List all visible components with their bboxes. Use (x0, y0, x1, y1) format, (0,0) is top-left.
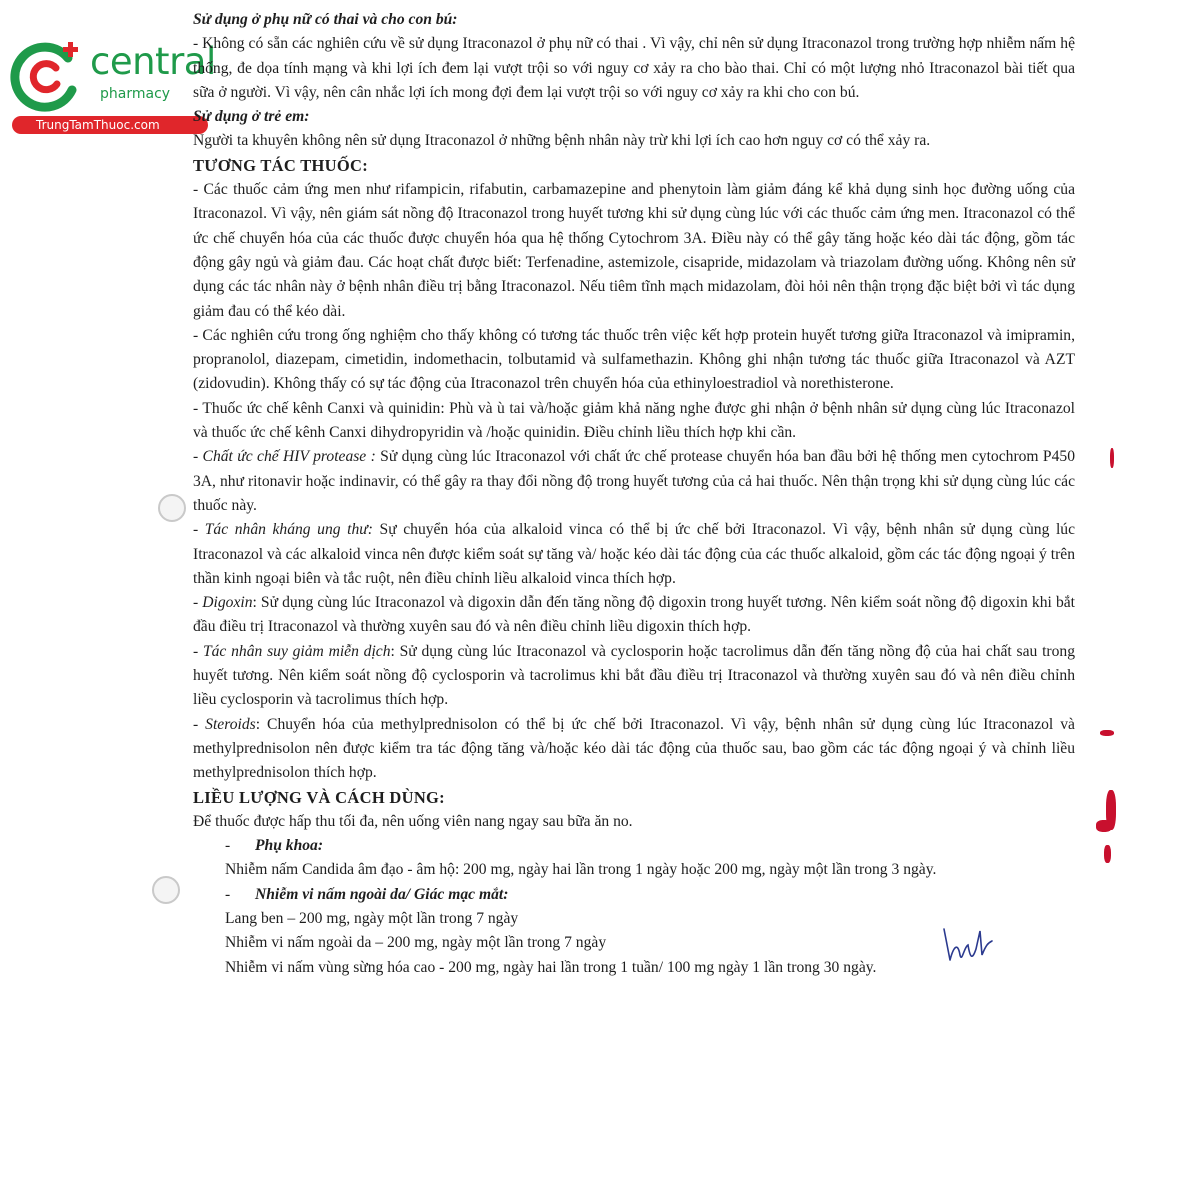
skin-line: Nhiễm vi nấm ngoài da – 200 mg, ngày một lần trong 7 ngày (225, 934, 607, 952)
punch-hole (152, 876, 180, 904)
children-heading: Sử dụng ở trẻ em: (193, 108, 310, 126)
pregnancy-paragraph: - Không có sẵn các nghiên cứu về sử dụng Itraconazol ở phụ nữ có thai . Vì vậy, chỉ nên sử dụng Itraconazol trong trường hợp nhiễm nấm hệ thống, đe dọa tính mạng và khi lợi ích đem lại vượt trội so với nguy cơ xảy ra cho bào thai. Chỉ có một lượng nhỏ Itraconazol bài tiết qua sữa ở người. Vì vậy, nên cân nhắc lợi ích mong đợi đem lại vượt trội so với nguy cơ xảy ra khi cho con bú. (193, 35, 1075, 101)
steroids-text: : Chuyển hóa của methylprednisolon có thể bị ức chế bởi Itraconazol. Vì vậy, bệnh nhân sử dụng cùng lúc Itraconazol và methylprednisolon nên được kiểm tra tác động tăng và/hoặc kéo dài tác động của thuốc sau, bao gồm các tác động ngoại ý và chỉnh liều methylprednisolon thích hợp. (193, 715, 1075, 782)
brand-logo (10, 38, 216, 138)
anticancer-paragraph (193, 518, 1075, 591)
immunosuppressant-text: : Sử dụng cùng lúc Itraconazol và cyclosporin hoặc tacrolimus dẫn đến tăng nồng độ của hai chất sau trong huyết tương. Nên kiểm soát nồng độ cyclosporin và tacrolimus khi bắt đầu điều trị Itraconazol và thường xuyên sau đó và nên điều chỉnh liều cyclosporin và tacrolimus thích hợp. (193, 642, 1075, 709)
gynecology-text: Nhiễm nấm Candida âm đạo - âm hộ: 200 mg, ngày hai lần trong 1 ngày hoặc 200 mg, ngày một lần trong 3 ngày. (225, 861, 937, 879)
red-stamp-mark (1096, 820, 1112, 832)
hiv-protease-paragraph (193, 445, 1075, 518)
digoxin-label: - Digoxin (193, 594, 253, 612)
interactions-paragraph-2: - Các nghiên cứu trong ống nghiệm cho thấy không có tương tác thuốc trên việc kết hợp protein huyết tương giữa Itraconazol và imipramin, propranolol, diazepam, cimetidin, indomethacin, tolbutamid và sulfamethazin. Không ghi nhận tương tác thuốc giữa Itraconazol và AZT (zidovudin). Không thấy có sự tác động của Itraconazol trên chuyển hóa của ethinyloestradiol và norethisterone. (193, 326, 1075, 393)
dash-bullet: - (225, 837, 231, 855)
logo-brand-name: central (90, 40, 216, 83)
skin-line: Nhiễm vi nấm vùng sừng hóa cao - 200 mg, ngày hai lần trong 1 tuần/ 100 mg ngày 1 lần trong 30 ngày. (225, 958, 877, 976)
interactions-heading: TƯƠNG TÁC THUỐC: (193, 155, 369, 175)
dosage-heading: LIỀU LƯỢNG VÀ CÁCH DÙNG: (193, 787, 445, 807)
steroids-paragraph (193, 713, 1075, 786)
interactions-paragraph-1: - Các thuốc cảm ứng men như rifampicin, rifabutin, carbamazepine and phenytoin làm giảm đáng kể khả dụng sinh học đường uống của Itraconazol. Vì vậy, nên giám sát nồng độ Itraconazol trong huyết tương khi sử dụng cùng lúc với các thuốc cảm ứng men. Itraconazol có thể ức chế chuyển hóa của các thuốc được chuyển hóa qua hệ thống Cytochrom 3A. Điều này có thể gây tăng hoặc kéo dài tác động, gồm tác động gây ngủ và giảm đau. Các hoạt chất được biết: Terfenadine, astemizole, cisapride, midazolam và triazolam đường uống. Không nên sử dụng các tác nhân này ở bệnh nhân điều trị bằng Itraconazol. Nếu tiêm tĩnh mạch midazolam, đòi hỏi nên thận trọng đặc biệt bởi vì tác dụng giảm đau có thể kéo dài. (193, 181, 1075, 320)
dash-bullet: - (225, 885, 231, 903)
gynecology-heading (193, 834, 1075, 858)
red-stamp-mark (1104, 845, 1111, 863)
children-paragraph: Người ta khuyên không nên sử dụng Itraconazol ở những bệnh nhân này trừ khi lợi ích cao hơn nguy cơ có thể xảy ra. (193, 132, 931, 150)
digoxin-paragraph (193, 591, 1075, 640)
punch-hole (158, 494, 186, 522)
dosage-intro: Để thuốc được hấp thu tối đa, nên uống viên nang ngay sau bữa ăn no. (193, 812, 633, 830)
skin-heading-text: Nhiễm vi nấm ngoài da/ Giác mạc mắt: (255, 885, 509, 903)
hiv-protease-text: Sử dụng cùng lúc Itraconazol với chất ức chế protease chuyển hóa ban đầu bởi hệ thống men cytochrom P450 3A, như ritonavir hoặc indinavir, có thể gây ra thay đổi nồng độ trong huyết tương của cả hai thuốc. Nên thận trọng khi sử dụng cùng lúc các thuốc này. (193, 448, 1075, 514)
red-stamp-mark (1110, 448, 1114, 468)
logo-url[interactable]: TrungTamThuoc.com (36, 118, 160, 132)
document-page (193, 8, 1075, 980)
anticancer-label: - Tác nhân kháng ung thư: (193, 521, 373, 539)
steroids-label: - Steroids (193, 715, 256, 733)
immunosuppressant-paragraph (193, 640, 1075, 713)
interactions-paragraph-3: - Thuốc ức chế kênh Canxi và quinidin: Phù và ù tai và/hoặc giảm khả năng nghe được ghi nhận ở bệnh nhân sử dụng cùng lúc Itraconazol và thuốc ức chế kênh Canxi dihydropyridin và /hoặc quinidin. Điều chỉnh liều thích hợp khi cần. (193, 399, 1075, 442)
immunosuppressant-label: - Tác nhân suy giảm miễn dịch (193, 642, 391, 660)
gynecology-heading-text: Phụ khoa: (255, 837, 324, 855)
digoxin-text: : Sử dụng cùng lúc Itraconazol và digoxin dẫn đến tăng nồng độ digoxin trong huyết tương. Nên kiểm soát nồng độ digoxin khi bắt đầu điều trị Itraconazol và thường xuyên sau đó và nên điều chỉnh liều digoxin thích hợp. (193, 594, 1075, 636)
hiv-protease-label: - Chất ức chế HIV protease : (193, 448, 376, 466)
anticancer-text: Sự chuyển hóa của alkaloid vinca có thể bị ức chế bởi Itraconazol. Vì vậy, bệnh nhân sử dụng cùng lúc Itraconazol và các alkaloid vinca nên được kiểm soát sự tăng và/ hoặc kéo dài tác động của các thuốc alkaloid, gồm các tác động ngoại ý trên thần kinh ngoại biên và tắc ruột, nên điều chỉnh liều alkaloid vinca thích hợp. (193, 521, 1075, 587)
logo-subtitle: pharmacy (100, 86, 171, 102)
skin-line: Lang ben – 200 mg, ngày một lần trong 7 ngày (225, 909, 519, 927)
skin-heading (193, 883, 1075, 907)
central-pharmacy-logo-icon (10, 38, 90, 113)
pregnancy-heading: Sử dụng ở phụ nữ có thai và cho con bú: (193, 11, 458, 28)
red-stamp-mark (1100, 730, 1114, 736)
